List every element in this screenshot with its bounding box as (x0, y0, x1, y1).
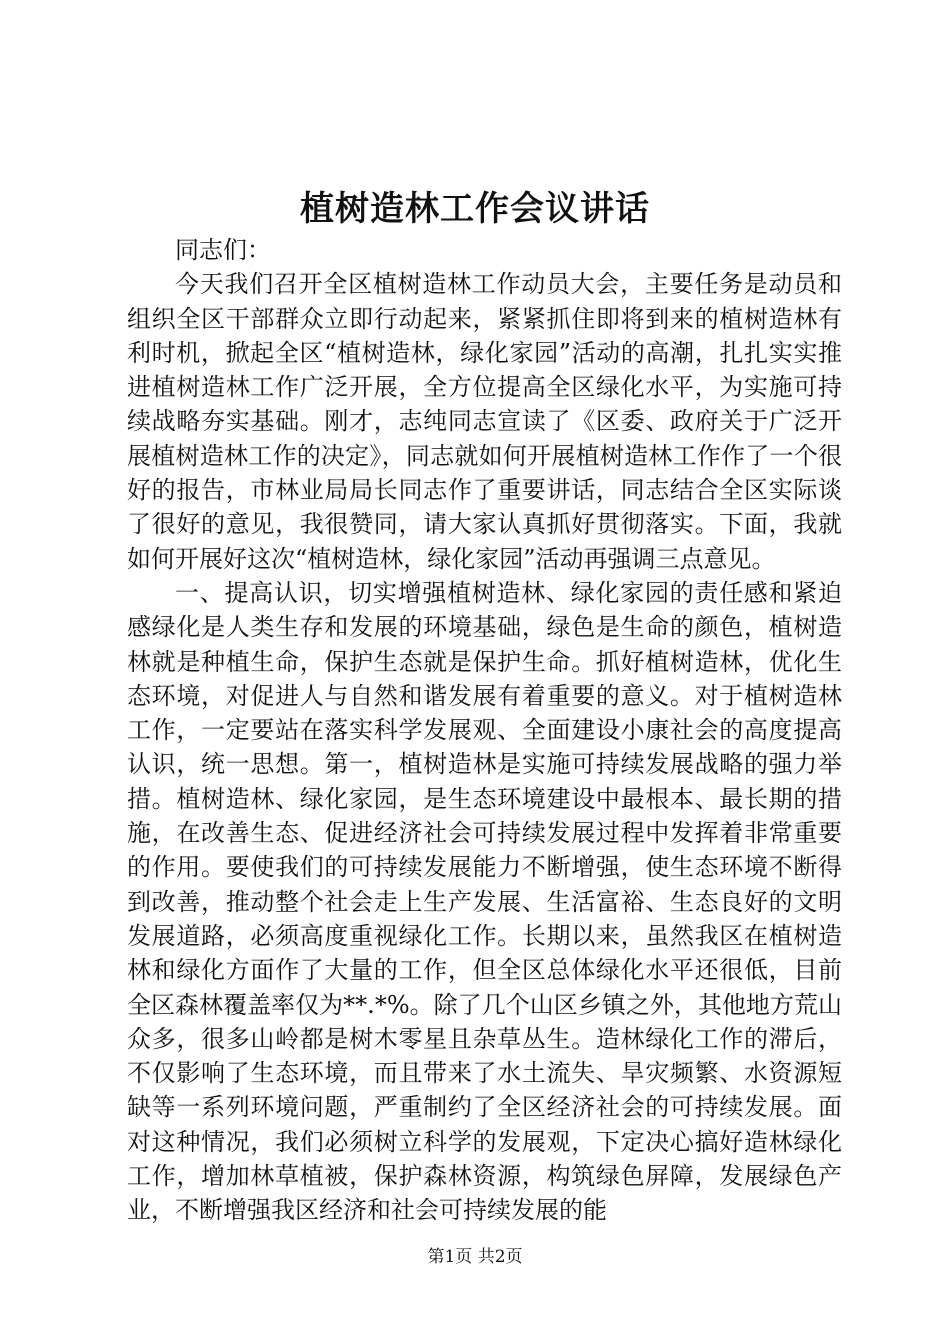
page-footer (0, 1245, 950, 1269)
page-number-current: 第1页 (427, 1247, 473, 1267)
paragraph-2: 一、提高认识，切实增强植树造林、绿化家园的责任感和紧迫感绿化是人类生存和发展的环境基础，绿色是生命的颜色，植树造林就是种植生命，保护生态就是保护生命。抓好植树造林，优化生态环境，对促进人与自然和谐发展有着重要的意义。对于植树造林工作，一定要站在落实科学发展观、全面建设小康社会的高度提高认识，统一思想。第一，植树造林是实施可持续发展战略的强力举措。植树造林、绿化家园，是生态环境建设中最根本、最长期的措施，在改善生态、促进经济社会可持续发展过程中发挥着非常重要的作用。要使我们的可持续发展能力不断增强，使生态环境不断得到改善，推动整个社会走上生产发展、生活富裕、生态良好的文明发展道路，必须高度重视绿化工作。长期以来，虽然我区在植树造林和绿化方面作了大量的工作，但全区总体绿化水平还很低，目前全区森林覆盖率仅为**.*%。除了几个山区乡镇之外，其他地方荒山众多，很多山岭都是树木零星且杂草丛生。造林绿化工作的滞后，不仅影响了生态环境，而且带来了水土流失、旱灾频繁、水资源短缺等一系列环境问题，严重制约了全区经济社会的可持续发展。面对这种情况，我们必须树立科学的发展观，下定决心搞好造林绿化工作，增加林草植被，保护森林资源，构筑绿色屏障，发展绿色产业，不断增强我区经济和社会可持续发展的能 (127, 578, 842, 1225)
paragraph-1: 今天我们召开全区植树造林工作动员大会，主要任务是动员和组织全区干部群众立即行动起来，紧紧抓住即将到来的植树造林有利时机，掀起全区“植树造林，绿化家园”活动的高潮，扎扎实实推进植树造林工作广泛开展，全方位提高全区绿化水平，为实施可持续战略夯实基础。刚才，志纯同志宣读了《区委、政府关于广泛开展植树造林工作的决定》，同志就如何开展植树造林工作作了一个很好的报告，市林业局局长同志作了重要讲话，同志结合全区实际谈了很好的意见，我很赞同，请大家认真抓好贯彻落实。下面，我就如何开展好这次“植树造林，绿化家园”活动再强调三点意见。 (127, 270, 842, 573)
document-title: 植树造林工作会议讲话 (300, 189, 650, 229)
salutation: 同志们： (175, 236, 271, 264)
page-number-total: 共2页 (477, 1247, 523, 1267)
document-body (127, 233, 842, 1228)
